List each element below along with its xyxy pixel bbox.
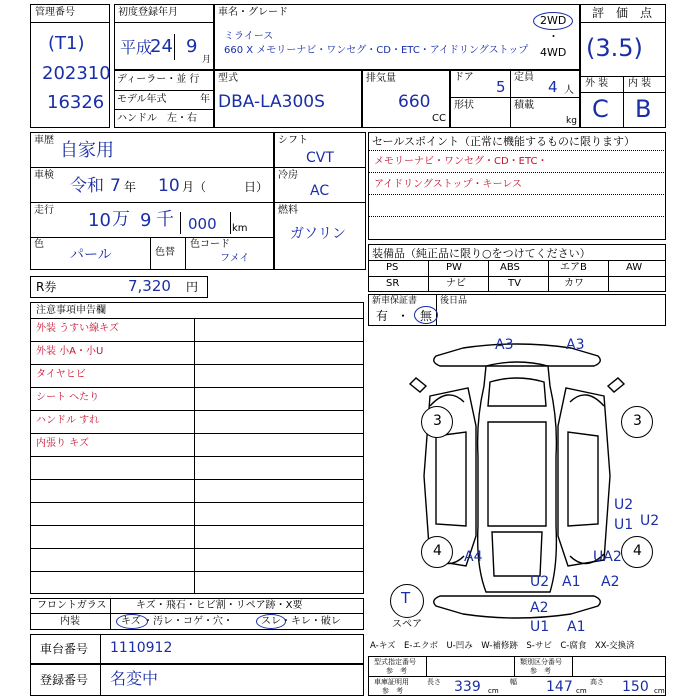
daiban: 1110912 bbox=[110, 640, 173, 656]
shomei-label: 車庫証明用 bbox=[374, 678, 409, 686]
mark-a1-rear: A1 bbox=[562, 574, 581, 590]
shaken-month: 10 bbox=[158, 176, 180, 196]
reg-year: 24 bbox=[150, 36, 173, 57]
drive-dot: ・ bbox=[548, 30, 559, 43]
spare-text: スペア bbox=[392, 619, 422, 630]
equip-sr: SR bbox=[386, 278, 400, 289]
naiso-value: B bbox=[635, 95, 652, 123]
mark-tire-rl: 4 bbox=[433, 543, 442, 559]
soubi-label: 装備品（純正品に限り○をつけてください） bbox=[372, 247, 591, 260]
naiso-label: 内 装 bbox=[628, 78, 652, 89]
haba-label: 幅 bbox=[510, 678, 517, 686]
nagasa-label: 長さ bbox=[427, 678, 441, 686]
equip-aw: AW bbox=[626, 262, 643, 273]
mark-ua2: UA2 bbox=[593, 549, 622, 565]
door-label: ドア bbox=[454, 72, 474, 83]
mark-tire-fr: 3 bbox=[633, 413, 642, 429]
mark-a3-left: A3 bbox=[495, 337, 514, 353]
kanri-t1: (T1) bbox=[48, 33, 85, 54]
mark-u1-bumper: U1 bbox=[530, 619, 550, 635]
keijo-label: 形状 bbox=[454, 100, 474, 111]
naiso-row-label: 内装 bbox=[60, 616, 80, 627]
soko-label: 走行 bbox=[34, 205, 54, 216]
reibo-label: 冷房 bbox=[278, 170, 298, 181]
shareki: 自家用 bbox=[60, 140, 114, 161]
takasa-label: 高さ bbox=[590, 678, 604, 686]
ruibetsu-sanko: 参 考 bbox=[530, 667, 551, 675]
iro-label: 色 bbox=[34, 239, 44, 250]
equip-airbag: エアB bbox=[560, 262, 587, 273]
soko-rest: 000 bbox=[188, 215, 217, 233]
haba: 147 bbox=[546, 679, 573, 695]
era: 平成 bbox=[120, 38, 153, 57]
hosho-no: 無 bbox=[420, 309, 433, 323]
rken-box bbox=[30, 276, 208, 298]
takasa-unit: cm bbox=[654, 687, 665, 695]
note-line: 外装 小A・小U bbox=[36, 346, 104, 357]
sales-line2: アイドリングストップ・キーレス bbox=[374, 179, 522, 190]
note-line: タイヤヒビ bbox=[36, 369, 86, 380]
toroku: 名変中 bbox=[110, 669, 159, 688]
model-year-unit: 年 bbox=[200, 94, 210, 105]
haikiryo: 660 bbox=[398, 92, 431, 112]
hyoka-label: 評 価 点 bbox=[592, 6, 653, 20]
shift: CVT bbox=[306, 150, 334, 166]
hosho-no-circle bbox=[414, 306, 438, 324]
hosho-label: 新車保証書 bbox=[372, 296, 418, 306]
katashiki-label: 型式 bbox=[218, 73, 238, 84]
nenryo-label: 燃料 bbox=[278, 205, 298, 216]
equip-ps: PS bbox=[386, 262, 399, 273]
score: (3.5) bbox=[586, 34, 643, 62]
sales-label: セールスポイント（正常に機能するものに限ります） bbox=[372, 135, 636, 148]
note-line: ハンドル すれ bbox=[36, 415, 100, 426]
drive-2wd: 2WD bbox=[540, 14, 567, 27]
gaiso-label: 外 装 bbox=[585, 78, 609, 89]
dealer-label: ディーラー・並 行 bbox=[117, 74, 200, 85]
notes-label: 注意事項申告欄 bbox=[36, 305, 106, 316]
naiso-kizu: キズ bbox=[121, 616, 141, 627]
front-glass-text: キズ・飛石・ヒビ割・リペア跡・X要 bbox=[136, 600, 303, 611]
note-line: 外装 うすい線キズ bbox=[36, 323, 119, 334]
soko-sen: 9 bbox=[140, 210, 152, 231]
takasa: 150 bbox=[622, 679, 649, 695]
equip-abs: ABS bbox=[500, 262, 520, 273]
ruibetsu-label: 類別区分番号 bbox=[520, 658, 562, 666]
shaken-year-unit: 年 bbox=[124, 180, 137, 194]
iro-code-label: 色コード bbox=[190, 239, 230, 250]
model-year-label: モデル年式 bbox=[117, 94, 167, 105]
sekisai-label: 積載 bbox=[514, 100, 534, 111]
mark-a1-bumper: A1 bbox=[567, 619, 586, 635]
yen-unit: 円 bbox=[186, 280, 199, 294]
shodo-label: 初度登録年月 bbox=[118, 7, 178, 18]
shaken-label: 車検 bbox=[34, 170, 54, 181]
kizu-circle bbox=[116, 614, 148, 629]
shaken-year: 7 bbox=[110, 176, 121, 196]
equip-pw: PW bbox=[446, 262, 462, 273]
haikiryo-label: 排気量 bbox=[366, 73, 396, 84]
km-unit: km bbox=[232, 223, 248, 234]
cc-unit: CC bbox=[432, 113, 446, 124]
kanri-label: 管理番号 bbox=[35, 7, 75, 18]
teiin: 4 bbox=[548, 78, 558, 96]
reg-month-unit: 月 bbox=[202, 55, 212, 65]
mark-u2-rear: U2 bbox=[530, 574, 550, 590]
reg-month: 9 bbox=[186, 36, 198, 57]
kg-unit: kg bbox=[566, 116, 577, 126]
toroku-label: 登録番号 bbox=[40, 673, 89, 687]
legend: A-キズ E-エクボ U-凹み W-補修跡 S-サビ C-腐食 XX-交換済 bbox=[370, 641, 635, 651]
mark-u2-right: U2 bbox=[614, 497, 634, 513]
front-glass-label: フロントガラス bbox=[37, 600, 107, 611]
mark-tire-rr: 4 bbox=[633, 543, 642, 559]
haba-unit: cm bbox=[576, 687, 587, 695]
mark-a4: A4 bbox=[464, 549, 483, 565]
kaiten-label: 後日品 bbox=[440, 296, 468, 306]
mark-u2-far-right: U2 bbox=[640, 513, 660, 529]
nagasa: 339 bbox=[454, 679, 481, 695]
shaken-era: 令和 bbox=[70, 176, 104, 196]
shareki-label: 車歴 bbox=[34, 135, 54, 146]
naiso-mid: ・汚レ・コゲ・穴・ bbox=[143, 616, 233, 627]
iro: パール bbox=[70, 247, 112, 263]
kanri-num1: 202310 bbox=[42, 63, 111, 84]
note-line: シート へたり bbox=[36, 392, 100, 403]
katashiki-shitei-label: 型式指定番号 bbox=[374, 658, 416, 666]
rken-value: 7,320 bbox=[128, 277, 171, 295]
mark-tire-fl: 3 bbox=[433, 413, 442, 429]
naiso-sure: スレ bbox=[261, 616, 281, 627]
teiin-unit: 人 bbox=[564, 85, 574, 96]
sure-circle bbox=[256, 614, 286, 629]
rken-label: R券 bbox=[36, 280, 57, 294]
equip-kawa: カワ bbox=[564, 278, 584, 289]
shamei-label: 車名・グレード bbox=[218, 7, 288, 18]
naiso-post: ・キレ・破レ bbox=[281, 616, 341, 627]
reibo: AC bbox=[310, 183, 330, 199]
katashiki-sanko: 参 考 bbox=[386, 667, 407, 675]
shaken-month-unit: 月（ bbox=[182, 180, 207, 194]
door: 5 bbox=[496, 78, 506, 96]
soko-man: 10 bbox=[88, 210, 111, 231]
note-line: 内張り キズ bbox=[36, 438, 89, 449]
teiin-label: 定員 bbox=[514, 72, 534, 83]
gaiso-value: C bbox=[592, 95, 609, 123]
nenryo: ガソリン bbox=[290, 226, 346, 242]
shomei-sanko: 参 考 bbox=[382, 687, 403, 695]
sen-unit: 千 bbox=[156, 209, 174, 230]
shaken-day-unit: 日） bbox=[244, 180, 269, 194]
equip-navi: ナビ bbox=[446, 278, 466, 289]
shift-label: シフト bbox=[278, 135, 308, 146]
mark-u1-right: U1 bbox=[614, 517, 634, 533]
irogae-label: 色替 bbox=[155, 247, 175, 258]
man-unit: 万 bbox=[112, 209, 130, 230]
katashiki: DBA-LA300S bbox=[218, 92, 325, 112]
drive-4wd: 4WD bbox=[540, 46, 567, 59]
mark-a2-bumper: A2 bbox=[530, 600, 549, 616]
iro-code: フメイ bbox=[220, 253, 250, 264]
car-name: ミライース bbox=[224, 31, 274, 42]
daiban-label: 車台番号 bbox=[40, 642, 89, 656]
kanri-num2: 16326 bbox=[47, 92, 105, 113]
spare-label: T bbox=[401, 589, 411, 607]
grade: 660 X メモリーナビ・ワンセグ・CD・ETC・アイドリングストップ bbox=[224, 45, 529, 56]
hosho-yes: 有 bbox=[376, 309, 389, 323]
sales-line1: メモリーナビ・ワンセグ・CD・ETC・ bbox=[374, 156, 548, 167]
mark-a2-rear-right: A2 bbox=[601, 574, 620, 590]
nagasa-unit: cm bbox=[488, 687, 499, 695]
hosho-dot: ・ bbox=[397, 309, 410, 323]
handle-label: ハンドル 左・右 bbox=[117, 113, 197, 124]
equip-tv: TV bbox=[508, 278, 521, 289]
mark-a3-right: A3 bbox=[566, 337, 585, 353]
